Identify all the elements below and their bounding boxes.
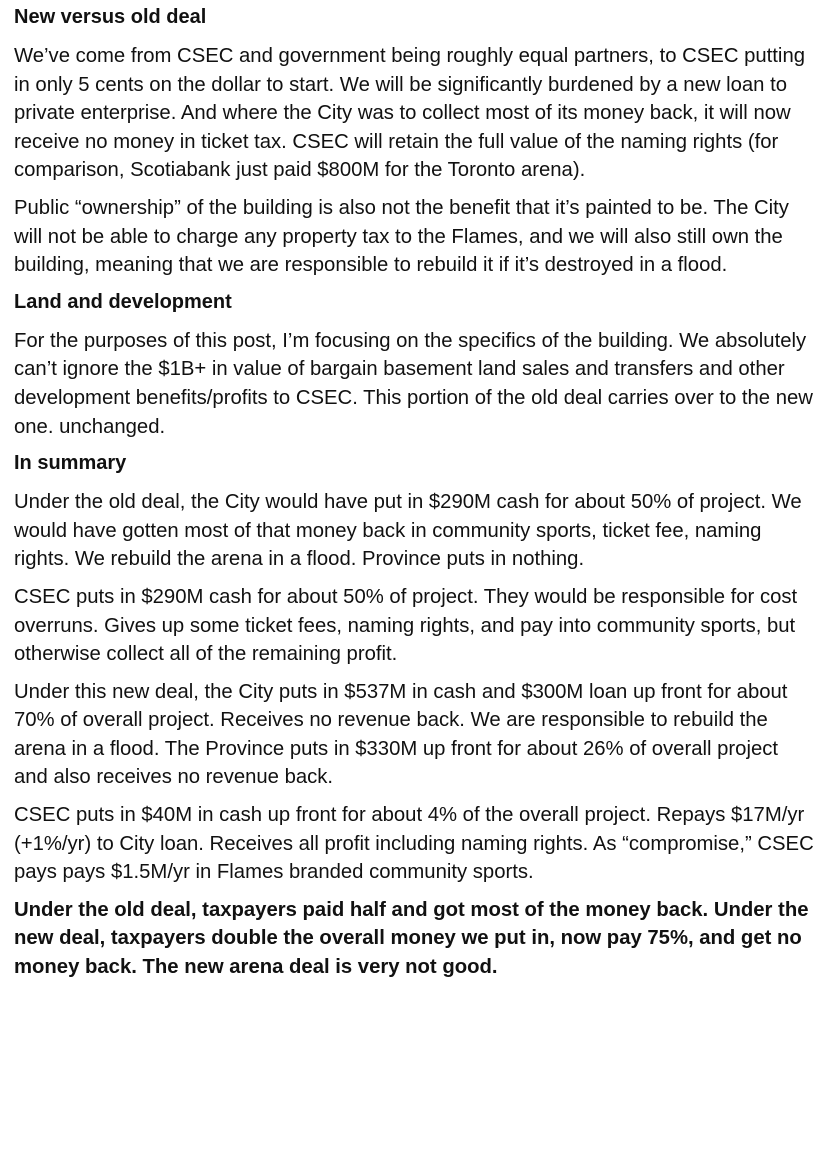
section-new-vs-old xyxy=(14,4,817,280)
paragraph: CSEC puts in $290M cash for about 50% of project. They would be responsible for cost overruns. Gives up some ticket fees, naming rights, and pay into community sports, but otherwise collect all of the remaining profit. xyxy=(14,585,798,666)
conclusion-paragraph: Under the old deal, taxpayers paid half and got most of the money back. Under the new deal, taxpayers double the overall money we put in, now pay 75%, and get no money back. The new arena deal is very not good. xyxy=(14,898,809,979)
paragraph: We’ve come from CSEC and government being roughly equal partners, to CSEC putting in only 5 cents on the dollar to start. We will be significantly burdened by a new loan to private enterprise. And where the City was to collect most of its money back, it will now receive no money in ticket tax. CSEC will retain the full value of the naming rights (for comparison, Scotiabank just paid $800M for the Toronto arena). xyxy=(14,45,805,182)
section-land-development xyxy=(14,289,817,441)
paragraph: CSEC puts in $40M in cash up front for about 4% of the overall project. Repays $17M/yr (+1%/yr) to City loan. Receives all profit including naming rights. As “compromise,” CSEC pays pays $1.5M/yr in Flames branded community sports. xyxy=(14,804,814,884)
paragraph: For the purposes of this post, I’m focusing on the specifics of the building. We absolutely can’t ignore the $1B+ in value of bargain basement land sales and transfers and other development benefits/profits to CSEC. This portion of the old deal carries over to the new one. unchanged. xyxy=(14,329,813,438)
paragraph: Public “ownership” of the building is also not the benefit that it’s painted to be. The City will not be able to charge any property tax to the Flames, and we will also still own the building, meaning that we are responsible to rebuild it if it’s destroyed in a flood. xyxy=(14,196,789,277)
section-heading: In summary xyxy=(14,452,127,475)
paragraph: Under the old deal, the City would have put in $290M cash for about 50% of project. We would have gotten most of that money back in community sports, ticket fee, naming rights. We rebuild the arena in a flood. Province puts in nothing. xyxy=(14,491,802,571)
section-summary xyxy=(14,450,817,982)
paragraph: Under this new deal, the City puts in $537M in cash and $300M loan up front for about 70% of overall project. Receives no revenue back. We are responsible to rebuild the arena in a flood. The Province puts in $330M up front for about 26% of overall project and also receives no revenue back. xyxy=(14,680,788,789)
section-heading: New versus old deal xyxy=(14,6,207,28)
section-heading: Land and development xyxy=(14,290,232,313)
